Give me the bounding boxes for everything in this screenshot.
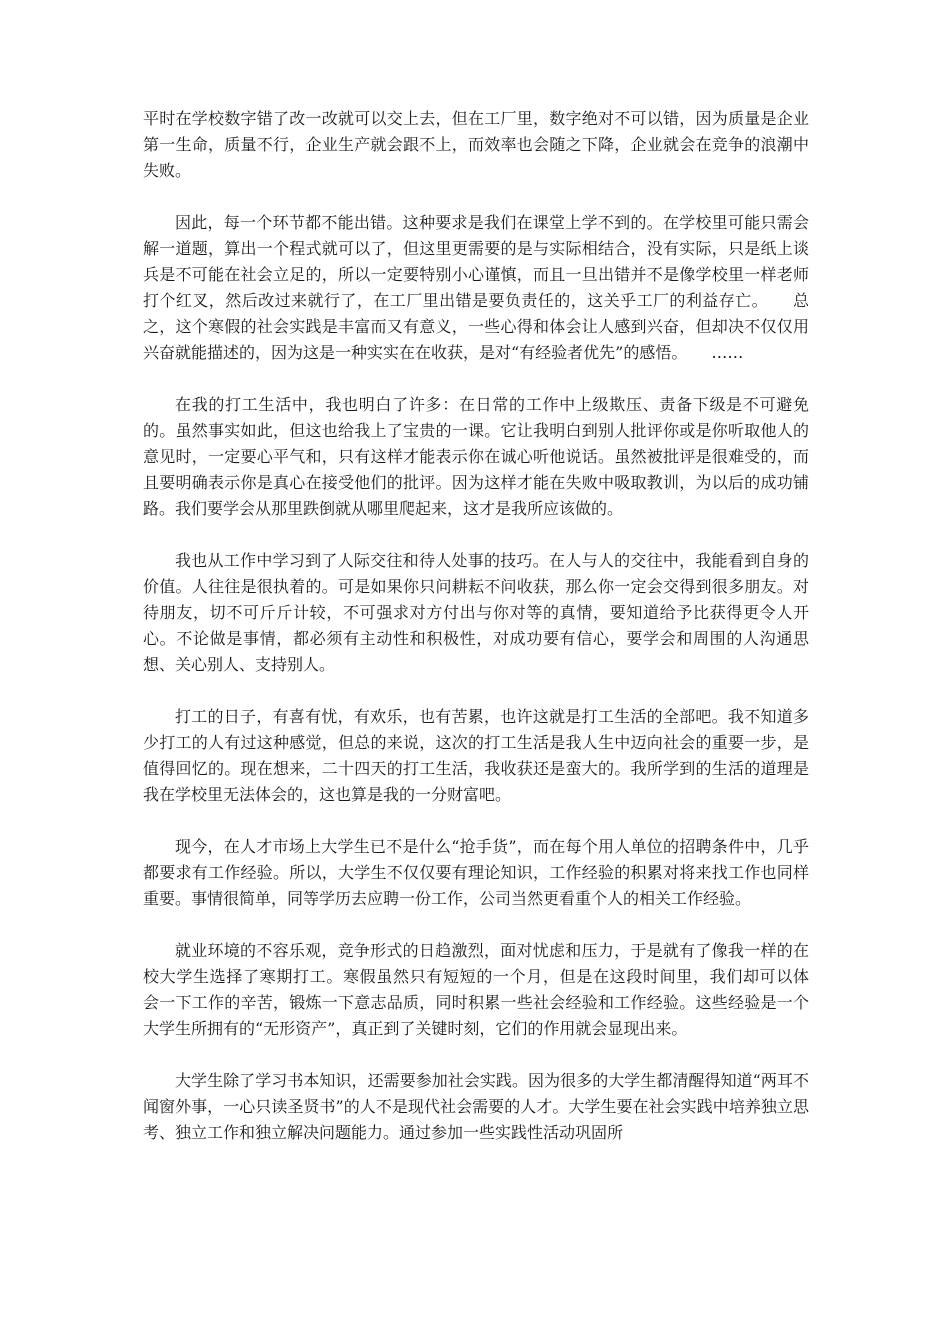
paragraph-7: 就业环境的不容乐观，竞争形式的日趋激烈，面对忧虑和压力，于是就有了像我一样的在校大学生选择了寒期打工。寒假虽然只有短短的一个月，但是在这段时间里，我们却可以体 会一下工作的辛苦，锻炼一下意志品质，同时积累一些社会经验和工作经验。这些经验是一个大学生所拥有的“无形资产”，真正到了关键时刻，它们的作用就会显现出来。 (143, 941, 826, 1038)
paragraph-5: 打工的日子，有喜有忧，有欢乐，也有苦累，也许这就是打工生活的全部吧。我不知道多少打工的人有过这种感觉，但总的来说，这次的打工生活是我人生中迈向社会的重要一步，是值得回忆的。现在想来，二十四天的打工生活，我收获还是蛮大的。我所学到的生活的道理是我在学校里无法体会的，这也算是我的一分财富吧。 (143, 707, 809, 804)
paragraph-3: 在我的打工生活中，我也明白了许多：在日常的工作中上级欺压、责备下级是不可避免的。虽然事实如此，但这也给我上了宝贵的一课。它让我明白到别人批评你或是你听取他人的意见时，一定要心平气和，只有这样才能表示你在诚心听他说话。虽然被批评是很难受的，而且要明确表示你是真心在接受他们的批评。因为这样才能在失败中吸取教训，为以后的成功铺路。我们要学会从那里跌倒就从哪里爬起来，这才是我所应该做的。 (143, 395, 809, 518)
paragraph-4: 我也从工作中学习到了人际交往和待人处事的技巧。在人与人的交往中，我能看到自身的价值。人往往是很执着的。可是如果你只问耕耘不问收获，那么你一定会交得到很多朋友。对待朋友，切不可斤斤计较，不可强求对方付出与你对等的真情，要知道给予比获得更令人开心。不论做是事情，都必须有主动性和积极性，对成功要有信心，要学会和周围的人沟通思想、关心别人、支持别人。 (143, 551, 809, 674)
paragraph-2: 因此，每一个环节都不能出错。这种要求是我们在课堂上学不到的。在学校里可能只需会解一道题，算出一个程式就可以了，但这里更需要的是与实际相结合，没有实际，只是纸上谈兵是不可能在社会立足的，所以一定要特别小心谨慎，而且一旦出错并不是像学校里一样老师打个红叉，然后改过来就行了，在工厂里出错是要负责任的，这关乎工厂的利益存亡。 总之，这个寒假的社会实践是丰富而又有意义，一些心得和体会让人感到兴奋，但却决不仅仅用兴奋就能描述的，因为这是一种实实在在收获，是对“有经验者优先”的感悟。 …… (143, 213, 809, 362)
paragraph-1: 平时在学校数字错了改一改就可以交上去，但在工厂里，数字绝对不可以错，因为质量是企业第一生命，质量不行，企业生产就会跟不上，而效率也会随之下降，企业就会在竞争的浪潮中失败。 (143, 109, 809, 180)
paragraph-6: 现今，在人才市场上大学生已不是什么“抢手货”，而在每个用人单位的招聘条件中，几乎都要求有工作经验。所以，大学生不仅仅要有理论知识，工作经验的积累对将来找工作也同样重要。事情很简单，同等学历去应聘一份工作，公司当然更看重个人的相关工作经验。 (143, 837, 809, 908)
document-page (143, 106, 826, 1172)
paragraph-8: 大学生除了学习书本知识，还需要参加社会实践。因为很多的大学生都清醒得知道“两耳不闻窗外事，一心只读圣贤书”的人不是现代社会需要的人才。大学生要在社会实践中培养独立思考、独立工作和独立解决问题能力。通过参加一些实践性活动巩固所 (143, 1071, 809, 1142)
